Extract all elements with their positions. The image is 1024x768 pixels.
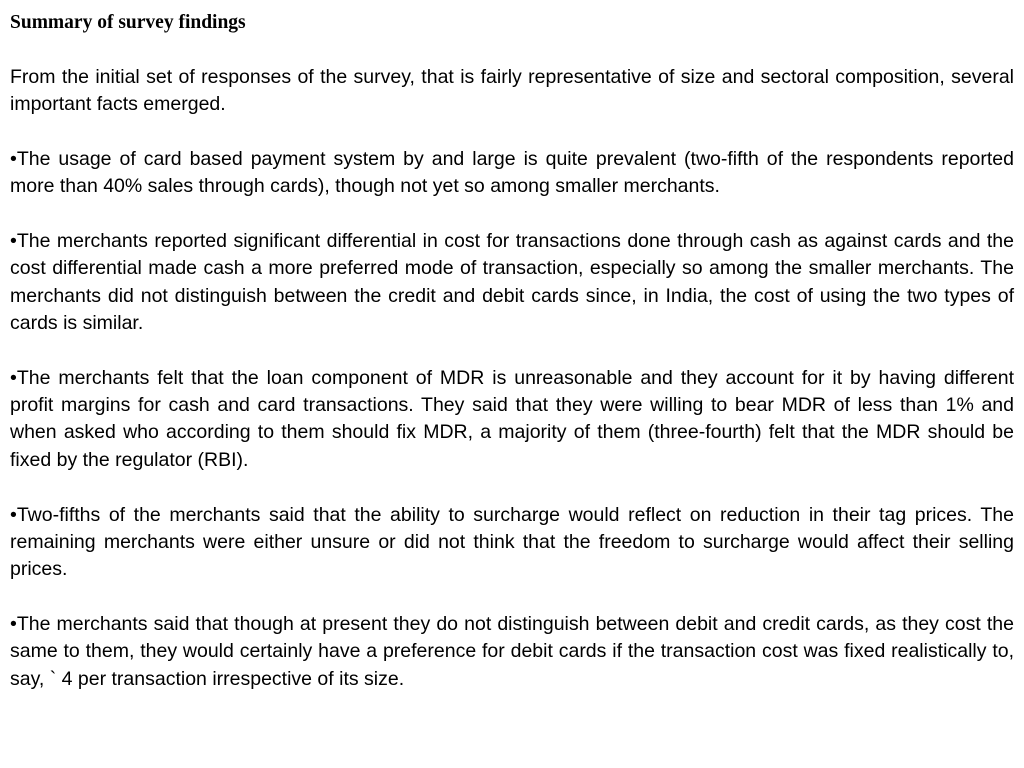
spacer <box>10 201 1014 229</box>
finding-debit-preference: •The merchants said that though at present they do not distinguish between debit and credit cards, as they cost the same to them, they would certainly have a preference for debit cards if the transaction cost was fixed realistically to, say, ` 4 per transaction irrespective of its size. <box>10 612 1014 690</box>
spacer <box>10 337 1014 365</box>
document-page <box>10 10 1014 693</box>
finding-cost-differential: •The merchants reported significant differential in cost for transactions done through cash as against cards and the cost differential made cash a more preferred mode of transaction, especially so among the smaller merchants. The merchants did not distinguish between the credit and debit cards since, in India, the cost of using the two types of cards is similar. <box>10 230 1014 335</box>
finding-mdr: •The merchants felt that the loan component of MDR is unreasonable and they account for it by having different profit margins for cash and card transactions. They said that they were willing to bear MDR of less than 1% and when asked who according to them should fix MDR, a majority of them (three-fourth) felt that the MDR should be fixed by the regulator (RBI). <box>10 366 1014 471</box>
spacer <box>10 583 1014 611</box>
document-title: Summary of survey findings <box>10 12 246 33</box>
spacer <box>10 474 1014 502</box>
spacer <box>10 36 1014 64</box>
intro-paragraph: From the initial set of responses of the survey, that is fairly representative of size and sectoral composition, several important facts emerged. <box>10 66 1014 116</box>
finding-card-usage: •The usage of card based payment system by and large is quite prevalent (two-fifth of the respondents reported more than 40% sales through cards), though not yet so among smaller merchants. <box>10 148 1014 198</box>
spacer <box>10 119 1014 147</box>
finding-surcharge: •Two-fifths of the merchants said that the ability to surcharge would reflect on reduction in their tag prices. The remaining merchants were either unsure or did not think that the freedom to surcharge would affect their selling prices. <box>10 503 1014 581</box>
